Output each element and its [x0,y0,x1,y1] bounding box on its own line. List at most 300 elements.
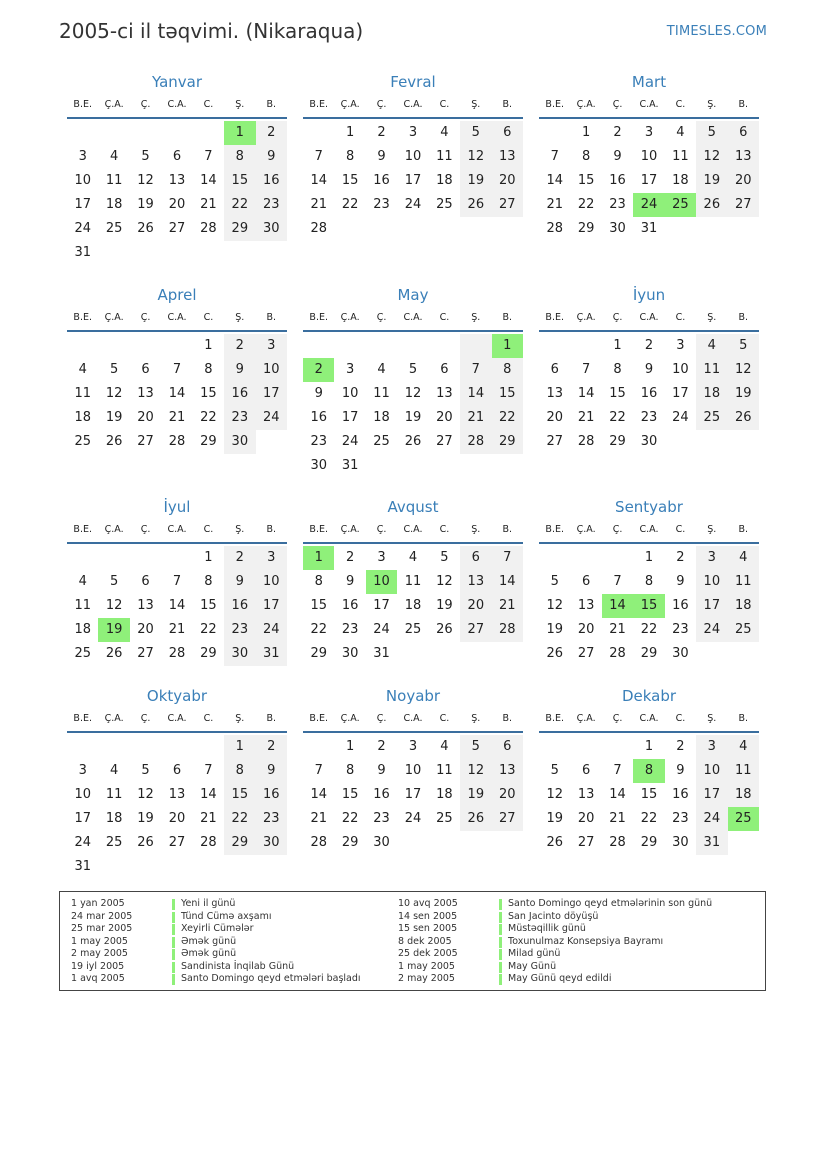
day-cell: 5 [728,334,759,358]
day-cell: 1 [345,125,355,140]
day-cell: 24 [404,811,422,826]
holiday-marker [172,924,175,935]
day-cell: 9 [644,362,654,377]
legend-holiday-name: Tünd Cümə axşamı [181,910,272,922]
legend-date: 1 avq 2005 [71,973,125,984]
day-cell: 12 [546,598,563,613]
day-cell: 2 [613,125,622,140]
empty-cell [303,334,334,358]
day-cell: 7 [314,149,323,164]
day-cell: 30 [224,430,255,454]
brand-link[interactable]: TIMESLES.COM [666,24,767,39]
day-cell: 19 [436,598,453,613]
day-cell: 10 [256,358,287,382]
day-cell: 2 [256,121,287,145]
day-cell: 4 [78,362,87,377]
legend-date: 2 may 2005 [398,973,455,984]
day-cell: 28 [200,221,217,236]
day-cell: 3 [256,334,287,358]
day-cell: 23 [672,811,689,826]
weekday-header [303,97,523,119]
weekday-label: B.E. [309,312,328,323]
day-cell: 14 [609,787,626,802]
day-cell: 18 [74,622,91,637]
weekday-label: C. [203,312,214,323]
day-cell: 28 [492,618,523,642]
day-cell: 16 [640,386,658,401]
day-cell: 1 [644,739,654,754]
legend-row [71,898,361,911]
day-cell: 13 [137,598,154,613]
day-cell: 7 [204,763,213,778]
day-cell: 4 [728,735,759,759]
day-cell: 2 [224,546,255,570]
month-7 [67,498,287,666]
empty-cell [193,121,224,145]
day-cell: 22 [224,807,255,831]
day-cell: 22 [640,811,658,826]
day-cell: 26 [460,807,491,831]
day-cell: 21 [609,811,626,826]
day-cell: 22 [341,197,359,212]
day-cell: 20 [492,169,523,193]
day-cell: 29 [224,217,255,241]
legend-row [398,911,712,924]
day-cell: 18 [404,598,422,613]
day-cell: 30 [341,646,359,661]
day-cell: 27 [168,835,186,850]
day-cell: 4 [109,149,119,164]
day-cell: 15 [224,783,255,807]
day-cell: 3 [696,546,727,570]
day-cell: 21 [200,197,217,212]
day-cell: 16 [672,598,689,613]
month-name: Avqust [387,498,439,516]
legend-holiday-name: Milad günü [508,948,561,959]
day-cell: 29 [492,430,523,454]
day-grid [303,334,523,478]
weekday-label: Ş. [471,713,481,724]
day-grid [303,735,523,855]
day-grid [303,546,523,666]
empty-cell [570,735,601,759]
day-cell: 6 [492,121,523,145]
day-cell: 4 [109,763,119,778]
month-name: Mart [631,73,667,91]
empty-cell [539,735,570,759]
day-cell: 24 [341,434,359,449]
day-cell: 11 [672,149,689,164]
empty-cell [130,546,161,570]
weekday-label: C. [439,312,450,323]
day-cell: 27 [546,434,563,449]
day-cell: 25 [728,618,759,642]
empty-cell [161,334,192,358]
day-cell: 21 [460,406,491,430]
day-cell: 21 [168,622,186,637]
day-cell: 2 [676,739,685,754]
weekday-label: C. [203,99,214,110]
day-cell: 24 [74,221,91,236]
holiday-marker [172,949,175,960]
legend-column-left [71,898,361,986]
weekday-label: C. [203,524,214,535]
day-cell: 30 [256,831,287,855]
legend-date: 25 mar 2005 [71,923,133,934]
empty-cell [130,121,161,145]
month-name: Dekabr [621,687,677,705]
day-cell: 10 [640,149,658,164]
day-cell: 2 [345,550,355,565]
day-cell: 15 [577,173,595,188]
weekday-header [303,310,523,332]
legend-row [398,898,712,911]
empty-cell [98,121,129,145]
day-cell: 14 [577,386,595,401]
weekday-label: Ş. [471,99,481,110]
weekday-label: C. [675,99,686,110]
weekday-label: B.E. [545,524,564,535]
legend-date: 8 dek 2005 [398,935,452,947]
month-name: Sentyabr [615,498,683,516]
weekday-label: C. [675,713,686,724]
day-cell: 3 [676,338,685,353]
legend-date: 19 iyl 2005 [71,960,125,972]
day-cell: 26 [105,434,123,449]
holiday-marker [499,899,502,910]
day-cell: 6 [581,574,591,589]
day-cell: 19 [460,169,491,193]
legend-date: 15 sen 2005 [398,923,458,934]
day-cell: 20 [546,410,563,425]
day-cell: 20 [137,410,154,425]
weekday-label: Ç. [612,524,623,535]
day-cell: 6 [460,546,491,570]
weekday-label: Ş. [235,312,245,323]
day-cell: 23 [256,193,287,217]
legend-date: 1 may 2005 [71,935,128,947]
weekday-label: Ş. [471,524,481,535]
day-cell: 12 [460,759,491,783]
weekday-label: B.E. [73,713,92,724]
day-cell: 23 [609,197,626,212]
day-cell: 6 [172,763,182,778]
day-cell: 3 [408,739,418,754]
day-cell: 16 [310,410,327,425]
day-cell: 10 [404,763,422,778]
day-cell: 18 [373,410,390,425]
day-cell: 25 [74,646,91,661]
day-cell: 2 [676,550,685,565]
day-cell: 9 [256,145,287,169]
day-cell: 7 [613,763,622,778]
day-cell: 18 [728,594,759,618]
legend-column-right [398,898,712,986]
day-cell: 8 [492,358,523,382]
empty-cell [602,546,633,570]
day-cell: 17 [696,783,727,807]
day-cell: 11 [728,570,759,594]
day-cell: 23 [373,811,390,826]
day-cell: 19 [460,783,491,807]
day-cell: 7 [581,362,591,377]
day-cell: 22 [609,410,626,425]
day-cell: 29 [310,646,327,661]
day-cell: 12 [696,145,727,169]
day-cell: 1 [204,550,213,565]
empty-cell [460,334,491,358]
day-cell: 11 [436,149,453,164]
day-cell: 20 [137,622,154,637]
day-cell: 23 [224,406,255,430]
empty-cell [130,735,161,759]
weekday-label: Ç.A. [340,524,360,535]
day-cell: 26 [137,835,154,850]
day-cell: 1 [644,550,654,565]
holiday-day-cell: 24 [633,193,664,217]
day-cell: 4 [728,546,759,570]
day-cell: 2 [377,125,386,140]
day-cell: 12 [404,386,422,401]
holiday-marker [499,924,502,935]
day-cell: 29 [200,434,217,449]
holiday-day-cell: 19 [98,618,129,642]
legend-date: 10 avq 2005 [398,898,458,909]
day-cell: 7 [314,763,323,778]
weekday-label: Ç.A. [104,713,124,724]
day-cell: 13 [460,570,491,594]
legend-row [398,973,712,986]
legend-holiday-name: Sandinista İnqilab Günü [181,960,295,972]
day-cell: 23 [310,434,327,449]
day-cell: 5 [141,763,150,778]
day-cell: 25 [105,221,123,236]
empty-cell [67,334,98,358]
day-cell: 16 [609,173,626,188]
day-cell: 5 [460,121,491,145]
month-name: Yanvar [151,73,203,91]
day-cell: 26 [460,193,491,217]
month-name: İyul [163,498,191,516]
day-cell: 22 [640,622,658,637]
day-cell: 26 [404,434,422,449]
day-cell: 1 [345,739,355,754]
day-cell: 24 [74,835,91,850]
weekday-label: B.E. [309,524,328,535]
weekday-label: C. [439,524,450,535]
day-cell: 24 [672,410,689,425]
day-cell: 16 [341,598,359,613]
day-cell: 25 [404,622,422,637]
legend-row [71,936,361,949]
weekday-label: B.E. [545,99,564,110]
day-cell: 28 [546,221,563,236]
day-cell: 9 [676,574,685,589]
weekday-label: B. [738,99,749,110]
day-cell: 8 [345,149,355,164]
day-cell: 23 [256,807,287,831]
empty-cell [67,121,98,145]
day-cell: 11 [696,358,727,382]
weekday-label: C. [439,99,450,110]
day-cell: 30 [256,217,287,241]
day-cell: 15 [341,173,359,188]
day-cell: 15 [640,787,658,802]
day-cell: 18 [436,787,453,802]
day-cell: 17 [256,382,287,406]
weekday-label: Ç. [140,312,151,323]
empty-cell [193,735,224,759]
weekday-label: B. [738,312,749,323]
month-name: Noyabr [385,687,441,705]
day-cell: 21 [577,410,595,425]
day-cell: 27 [577,835,595,850]
day-cell: 28 [200,835,217,850]
day-cell: 11 [436,763,453,778]
day-cell: 22 [492,406,523,430]
day-cell: 12 [546,787,563,802]
day-cell: 27 [137,434,154,449]
day-cell: 29 [200,646,217,661]
weekday-label: C.A. [167,713,187,724]
day-cell: 21 [168,410,186,425]
day-cell: 4 [696,334,727,358]
day-cell: 3 [644,125,654,140]
weekday-label: C.A. [403,713,423,724]
day-cell: 17 [74,811,91,826]
day-cell: 22 [200,622,217,637]
day-cell: 23 [224,618,255,642]
day-cell: 18 [728,783,759,807]
legend-holiday-name: Yeni il günü [181,898,236,909]
day-cell: 16 [672,787,689,802]
day-cell: 8 [345,763,355,778]
weekday-label: Ç. [376,312,387,323]
weekday-label: B.E. [545,312,564,323]
holiday-day-cell: 10 [366,570,397,594]
day-cell: 18 [672,173,689,188]
day-cell: 11 [404,574,422,589]
day-cell: 6 [581,763,591,778]
day-cell: 23 [672,622,689,637]
day-cell: 26 [105,646,123,661]
day-cell: 30 [373,835,390,850]
day-cell: 30 [310,458,327,473]
empty-cell [67,546,98,570]
day-cell: 13 [436,386,453,401]
weekday-label: Ç.A. [104,99,124,110]
day-cell: 29 [640,646,658,661]
day-cell: 16 [373,173,390,188]
day-cell: 4 [440,125,449,140]
day-cell: 26 [137,221,154,236]
empty-cell [570,546,601,570]
day-grid [539,546,759,666]
weekday-header [67,310,287,332]
day-cell: 31 [256,642,287,666]
day-grid [539,121,759,241]
empty-cell [303,735,334,759]
weekday-label: B. [502,713,513,724]
empty-cell [161,121,192,145]
weekday-label: Ş. [707,99,717,110]
day-cell: 7 [492,546,523,570]
day-cell: 5 [696,121,727,145]
day-cell: 6 [550,362,559,377]
weekday-label: Ç.A. [104,312,124,323]
day-grid [67,546,287,666]
day-cell: 24 [256,406,287,430]
day-cell: 26 [436,622,453,637]
legend-row [71,973,361,986]
weekday-label: C.A. [167,99,187,110]
weekday-header [67,97,287,119]
day-cell: 15 [310,598,327,613]
day-cell: 5 [460,735,491,759]
empty-cell [602,735,633,759]
legend-holiday-name: Müstəqillik günü [508,923,586,934]
day-cell: 21 [310,811,327,826]
empty-cell [67,735,98,759]
day-cell: 20 [436,410,453,425]
day-cell: 14 [460,382,491,406]
month-2 [303,73,523,241]
day-cell: 22 [577,197,595,212]
day-cell: 28 [460,430,491,454]
holiday-marker [172,912,175,923]
day-cell: 2 [377,739,386,754]
legend-row [71,961,361,974]
weekday-label: B. [502,312,513,323]
day-cell: 22 [200,410,217,425]
day-cell: 10 [74,173,91,188]
weekday-label: Ç. [140,524,151,535]
day-cell: 14 [310,787,327,802]
day-cell: 22 [224,193,255,217]
day-cell: 30 [672,646,689,661]
weekday-header [539,97,759,119]
day-cell: 2 [256,735,287,759]
day-cell: 9 [676,763,685,778]
day-cell: 8 [644,574,654,589]
day-cell: 24 [404,197,422,212]
empty-cell [539,121,570,145]
day-cell: 28 [168,434,186,449]
day-cell: 9 [224,570,255,594]
day-cell: 3 [78,149,87,164]
day-cell: 15 [200,386,217,401]
day-cell: 19 [137,811,154,826]
day-cell: 5 [440,550,449,565]
weekday-label: C.A. [403,524,423,535]
day-cell: 4 [377,362,386,377]
day-cell: 24 [373,622,390,637]
day-cell: 30 [640,434,658,449]
weekday-label: C. [675,524,686,535]
day-cell: 23 [640,410,658,425]
day-cell: 1 [224,735,255,759]
day-cell: 25 [74,434,91,449]
weekday-label: Ç.A. [340,312,360,323]
day-grid [67,334,287,454]
day-cell: 7 [460,358,491,382]
holiday-day-cell: 1 [303,546,334,570]
legend-row [398,936,712,949]
legend-holiday-name: Əmək günü [181,948,237,959]
day-cell: 13 [137,386,154,401]
legend-holiday-name: Əmək günü [181,935,237,947]
day-cell: 17 [404,173,422,188]
